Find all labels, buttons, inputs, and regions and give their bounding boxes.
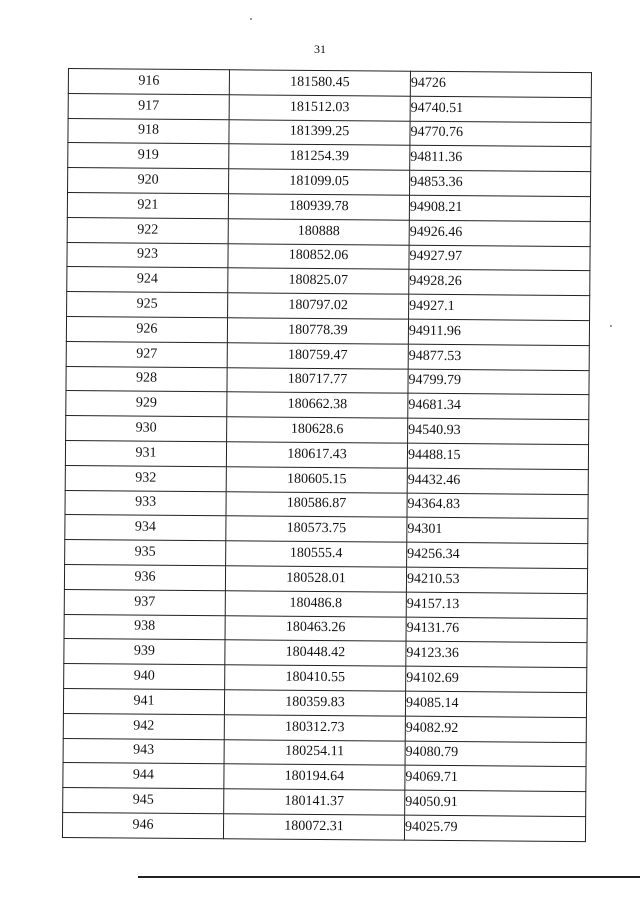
x-coordinate-cell: 180888 [228, 219, 409, 245]
point-number-cell: 918 [68, 118, 229, 144]
x-coordinate-cell: 180141.37 [224, 789, 405, 815]
point-number-cell: 921 [67, 192, 228, 218]
x-coordinate-cell: 180628.6 [227, 417, 408, 443]
y-coordinate-cell: 94082.92 [405, 716, 586, 742]
point-number-cell: 935 [65, 540, 226, 566]
point-number-cell: 937 [64, 589, 225, 615]
point-number-cell: 925 [67, 292, 228, 318]
point-number-cell: 931 [65, 440, 226, 466]
y-coordinate-cell: 94085.14 [405, 691, 586, 717]
point-number-cell: 936 [64, 564, 225, 590]
x-coordinate-cell: 180586.87 [226, 491, 407, 517]
point-number-cell: 922 [67, 217, 228, 243]
y-coordinate-cell: 94770.76 [410, 121, 591, 147]
point-number-cell: 941 [63, 688, 224, 714]
y-coordinate-cell: 94540.93 [408, 418, 589, 444]
x-coordinate-cell: 180852.06 [228, 243, 409, 269]
y-coordinate-cell: 94681.34 [408, 394, 589, 420]
x-coordinate-cell: 180662.38 [227, 392, 408, 418]
y-coordinate-cell: 94811.36 [410, 146, 591, 172]
y-coordinate-cell: 94908.21 [409, 195, 590, 221]
y-coordinate-cell: 94853.36 [410, 170, 591, 196]
x-coordinate-cell: 180486.8 [225, 590, 406, 616]
x-coordinate-cell: 181099.05 [229, 169, 410, 195]
bottom-scan-rule [138, 876, 640, 878]
x-coordinate-cell: 180463.26 [225, 615, 406, 641]
coordinate-table-container [62, 68, 588, 842]
y-coordinate-cell: 94726 [410, 71, 591, 97]
y-coordinate-cell: 94432.46 [407, 468, 588, 494]
point-number-cell: 940 [64, 664, 225, 690]
y-coordinate-cell: 94877.53 [408, 344, 589, 370]
x-coordinate-cell: 180573.75 [226, 516, 407, 542]
point-number-cell: 942 [63, 713, 224, 739]
point-number-cell: 917 [68, 93, 229, 119]
y-coordinate-cell: 94069.71 [405, 765, 586, 791]
point-number-cell: 932 [65, 465, 226, 491]
point-number-cell: 929 [66, 391, 227, 417]
x-coordinate-cell: 180825.07 [228, 268, 409, 294]
x-coordinate-cell: 180605.15 [226, 467, 407, 493]
scan-speck [610, 325, 612, 327]
x-coordinate-cell: 180717.77 [227, 367, 408, 393]
y-coordinate-cell: 94157.13 [406, 592, 587, 618]
point-number-cell: 926 [66, 316, 227, 342]
y-coordinate-cell: 94123.36 [406, 642, 587, 668]
y-coordinate-cell: 94927.97 [409, 245, 590, 271]
y-coordinate-cell: 94025.79 [404, 815, 585, 841]
x-coordinate-cell: 180759.47 [227, 343, 408, 369]
x-coordinate-cell: 180939.78 [228, 194, 409, 220]
y-coordinate-cell: 94301 [407, 518, 588, 544]
point-number-cell: 945 [63, 788, 224, 814]
y-coordinate-cell: 94911.96 [408, 319, 589, 345]
x-coordinate-cell: 181512.03 [229, 95, 410, 121]
point-number-cell: 923 [67, 242, 228, 268]
scan-speck [250, 18, 252, 20]
x-coordinate-cell: 180555.4 [226, 541, 407, 567]
x-coordinate-cell: 180312.73 [224, 714, 405, 740]
point-number-cell: 928 [66, 366, 227, 392]
x-coordinate-cell: 180254.11 [224, 739, 405, 765]
x-coordinate-cell: 181399.25 [229, 119, 410, 145]
y-coordinate-cell: 94080.79 [405, 741, 586, 767]
page-number: 31 [314, 42, 326, 56]
y-coordinate-cell: 94256.34 [407, 542, 588, 568]
point-number-cell: 927 [66, 341, 227, 367]
x-coordinate-cell: 180194.64 [224, 764, 405, 790]
point-number-cell: 933 [65, 490, 226, 516]
x-coordinate-cell: 180448.42 [225, 640, 406, 666]
y-coordinate-cell: 94928.26 [409, 270, 590, 296]
y-coordinate-cell: 94210.53 [406, 567, 587, 593]
y-coordinate-cell: 94131.76 [406, 617, 587, 643]
x-coordinate-cell: 181580.45 [229, 70, 410, 96]
y-coordinate-cell: 94740.51 [410, 96, 591, 122]
coordinate-table-body [62, 69, 591, 842]
x-coordinate-cell: 180778.39 [227, 318, 408, 344]
point-number-cell: 934 [65, 515, 226, 541]
x-coordinate-cell: 180617.43 [226, 442, 407, 468]
point-number-cell: 943 [63, 738, 224, 764]
y-coordinate-cell: 94926.46 [409, 220, 590, 246]
point-number-cell: 920 [68, 168, 229, 194]
point-number-cell: 930 [66, 416, 227, 442]
point-number-cell: 919 [68, 143, 229, 169]
y-coordinate-cell: 94050.91 [405, 790, 586, 816]
x-coordinate-cell: 180528.01 [225, 566, 406, 592]
x-coordinate-cell: 180410.55 [225, 665, 406, 691]
x-coordinate-cell: 180359.83 [224, 690, 405, 716]
x-coordinate-cell: 180797.02 [228, 293, 409, 319]
table-row [62, 812, 585, 841]
y-coordinate-cell: 94799.79 [408, 369, 589, 395]
x-coordinate-cell: 181254.39 [229, 144, 410, 170]
y-coordinate-cell: 94102.69 [406, 666, 587, 692]
point-number-cell: 944 [63, 763, 224, 789]
coordinate-table [62, 68, 592, 842]
x-coordinate-cell: 180072.31 [223, 814, 404, 840]
point-number-cell: 939 [64, 639, 225, 665]
y-coordinate-cell: 94364.83 [407, 493, 588, 519]
y-coordinate-cell: 94927.1 [409, 294, 590, 320]
point-number-cell: 946 [62, 812, 223, 838]
y-coordinate-cell: 94488.15 [407, 443, 588, 469]
point-number-cell: 924 [67, 267, 228, 293]
point-number-cell: 938 [64, 614, 225, 640]
point-number-cell: 916 [68, 69, 229, 95]
